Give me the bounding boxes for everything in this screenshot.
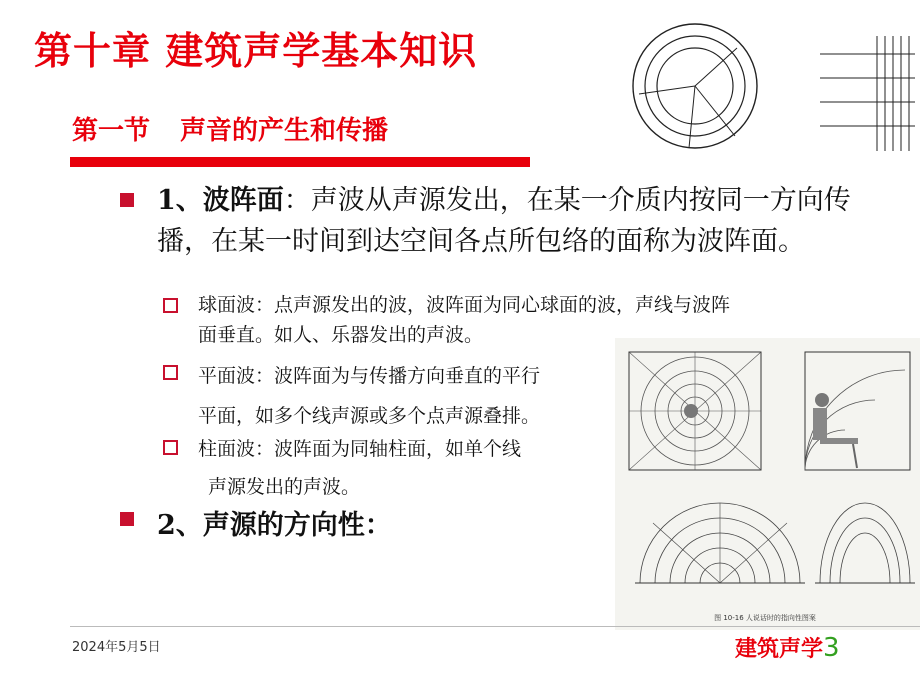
footer-divider: [70, 626, 920, 627]
sub-item-cylindrical: [198, 430, 618, 506]
directivity-figure: [615, 338, 920, 630]
hollow-bullet: [163, 298, 178, 313]
point-2-label: 2、声源的方向性：: [157, 510, 392, 541]
slide-title: 第十章 建筑声学基本知识: [34, 29, 478, 73]
footer-brand-text: 建筑声学: [735, 637, 824, 662]
bullet-square: [120, 193, 134, 207]
point-1-label: 1、波阵面: [157, 185, 284, 216]
page-number: 3: [823, 633, 840, 663]
sub-item-line: 柱面波：波阵面为同轴柱面，如单个线: [198, 438, 522, 460]
section-name: 声音的产生和传播: [180, 116, 389, 146]
footer-brand: [735, 632, 840, 663]
left-margin-bar: [0, 0, 24, 690]
section-number: 第一节: [72, 116, 151, 146]
title-underline: [70, 157, 530, 167]
wave-diagram: [625, 16, 920, 156]
point-2-heading: [157, 503, 392, 542]
hollow-bullet: [163, 365, 178, 380]
sub-item-line: 球面波：点声源发出的波，波阵面为同心球面的波，声线与波阵: [198, 294, 731, 316]
point-1-paragraph: [157, 180, 857, 262]
footer-date: 2024年5月5日: [72, 640, 161, 655]
figure-caption: 图 10-16 人说话时的指向性图案: [714, 614, 816, 622]
sub-item-line: 平面波：波阵面为与传播方向垂直的平行: [198, 365, 541, 387]
point-1-text: ：声波从声源发出，在某一介质内按同一方向传播，在某一时间到达空间各点所包络的面称为波阵面。: [157, 185, 851, 257]
section-subtitle: [72, 110, 388, 147]
sub-item-line: 面垂直。如人、乐器发出的声波。: [198, 324, 484, 346]
hollow-bullet: [163, 440, 178, 455]
bullet-square: [120, 512, 134, 526]
sub-item-line: 平面，如多个线声源或多个点声源叠排。: [198, 405, 541, 427]
sub-item-plane: [198, 356, 618, 436]
sub-item-line: 声源发出的声波。: [208, 476, 361, 498]
